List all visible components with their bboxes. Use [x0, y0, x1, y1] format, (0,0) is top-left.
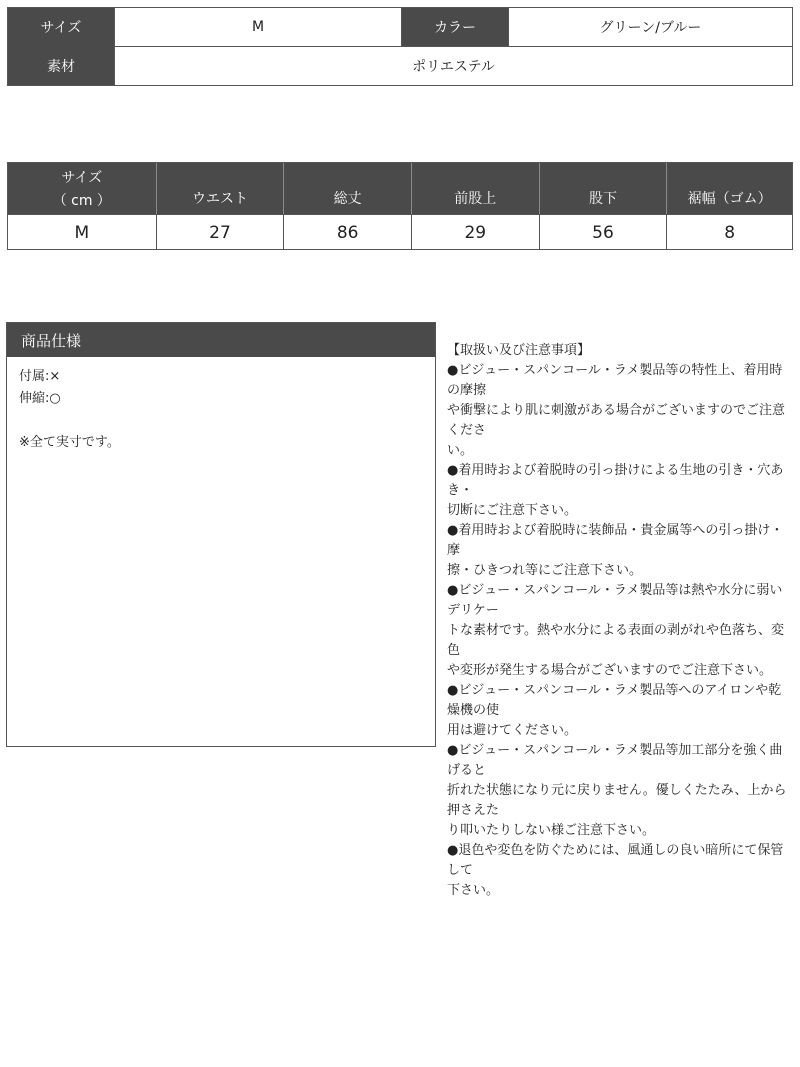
- size-value: M: [114, 8, 401, 46]
- header-size-line2: （ cm ）: [52, 193, 111, 209]
- measurement-table: [7, 162, 793, 250]
- care-note-line: トな素材です。熱や水分による表面の剥がれや色落ち、変色: [447, 623, 784, 658]
- product-info-row-size-color: [8, 8, 792, 47]
- care-note-line: ●着用時および着脱時の引っ掛けによる生地の引き・穴あき・: [447, 463, 784, 498]
- spec-title: 商品仕様: [7, 323, 435, 357]
- cell-total-length: 86: [283, 215, 411, 250]
- header-hem-width: 裾幅（ゴム）: [666, 163, 792, 214]
- spec-body: [19, 366, 120, 454]
- care-note-line: ●ビジュー・スパンコール・ラメ製品等は熱や水分に弱いデリケー: [447, 583, 783, 618]
- measurement-header-row: [8, 163, 792, 214]
- spec-box: [6, 322, 436, 747]
- care-note-line: ●退色や変色を防ぐためには、風通しの良い暗所にて保管して: [447, 843, 784, 878]
- product-info-row-material: [8, 46, 792, 85]
- care-note-line: ●着用時および着脱時に装飾品・貴金属等への引っ掛け・摩: [447, 523, 784, 558]
- color-label: カラー: [401, 8, 508, 46]
- cell-size: M: [74, 222, 90, 243]
- header-size-cm: [8, 163, 156, 214]
- material-value: ポリエステル: [114, 46, 792, 85]
- cell-inseam: 56: [539, 215, 667, 250]
- care-notes-title: 【取扱い及び注意事項】: [447, 343, 591, 358]
- care-note-line: 擦・ひきつれ等にご注意下さい。: [447, 563, 643, 578]
- spec-accessories: 付属:×: [19, 369, 61, 384]
- care-note-line: ●ビジュー・スパンコール・ラメ製品等へのアイロンや乾燥機の使: [447, 683, 782, 718]
- care-note-line: り叩いたりしない様ご注意下さい。: [447, 823, 656, 838]
- measurement-data-row: [8, 214, 792, 250]
- cell-front-rise: 29: [411, 215, 539, 250]
- header-waist: ウエスト: [156, 163, 284, 214]
- spec-note: ※全て実寸です。: [19, 435, 120, 450]
- spec-stretch: 伸縮:○: [19, 391, 61, 406]
- header-total-length: 総丈: [283, 163, 411, 214]
- care-note-line: 切断にご注意下さい。: [447, 503, 578, 518]
- care-note-line: 折れた状態になり元に戻りません。優しくたたみ、上から押さえた: [447, 783, 787, 818]
- cell-hem-width: 8: [666, 215, 792, 250]
- care-note-line: や衝撃により肌に刺激がある場合がございますのでご注意くださ: [447, 403, 786, 438]
- care-note-line: い。: [447, 443, 474, 458]
- color-value: グリーン/ブルー: [508, 8, 792, 46]
- header-front-rise: 前股上: [411, 163, 539, 214]
- care-note-line: ●ビジュー・スパンコール・ラメ製品等の特性上、着用時の摩擦: [447, 363, 783, 398]
- care-note-line: 用は避けてください。: [447, 723, 578, 738]
- product-info-table: [7, 7, 793, 86]
- size-label: サイズ: [8, 8, 114, 46]
- care-note-line: 下さい。: [447, 883, 500, 898]
- material-label: 素材: [8, 46, 114, 85]
- care-note-line: ●ビジュー・スパンコール・ラメ製品等加工部分を強く曲げると: [447, 743, 783, 778]
- care-notes: [447, 341, 793, 901]
- cell-waist: 27: [156, 215, 284, 250]
- header-size-line1: サイズ: [61, 170, 103, 186]
- care-note-line: や変形が発生する場合がございますのでご注意下さい。: [447, 663, 773, 678]
- header-inseam: 股下: [539, 163, 667, 214]
